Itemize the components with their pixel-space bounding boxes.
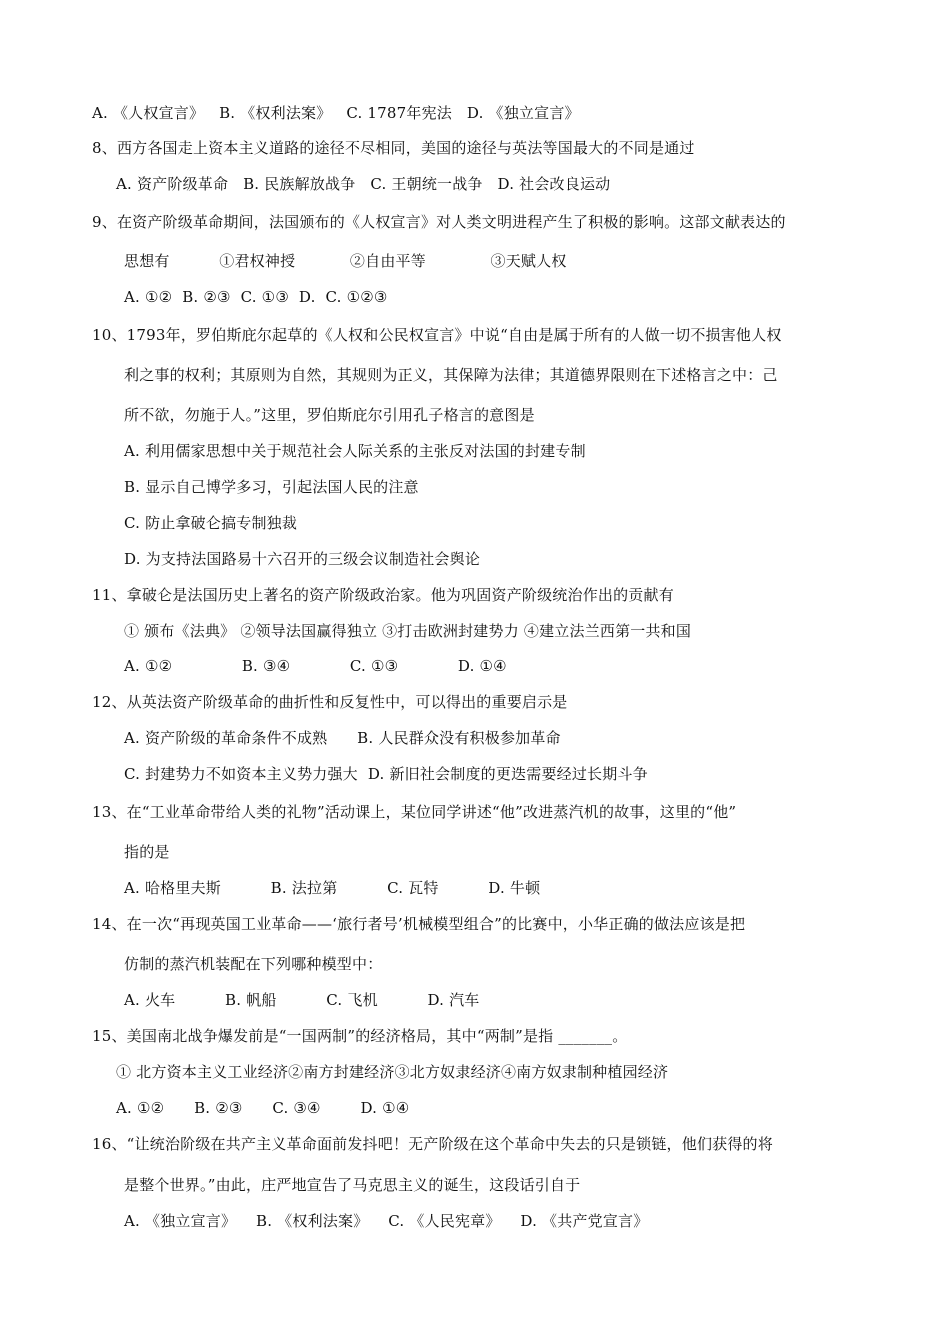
q14-options: A. 火车 B. 帆船 C. 飞机 D. 汽车 [124,991,480,1009]
q9-items: 思想有 ①君权神授 ②自由平等 ③天赋人权 [124,252,567,270]
q13-options: A. 哈格里夫斯 B. 法拉第 C. 瓦特 D. 牛顿 [124,879,541,897]
q14-stem-line2: 仿制的蒸汽机装配在下列哪种模型中： [124,955,383,973]
q10-option-d: D. 为支持法国路易十六召开的三级会议制造社会舆论 [124,550,481,568]
q16-options: A. 《独立宣言》 B. 《权利法案》 C. 《人民宪章》 D. 《共产党宣言》 [124,1212,649,1230]
q13-stem-line2: 指的是 [124,843,170,861]
q10-stem-line1: 10、1793年，罗伯斯庇尔起草的《人权和公民权宣言》中说“自由是属于所有的人做一切不损害他人权 [92,326,782,344]
q11-options: A. ①② B. ③④ C. ①③ D. ①④ [124,657,507,675]
q16-stem-line1: 16、“让统治阶级在共产主义革命面前发抖吧！无产阶级在这个革命中失去的只是锁链，他们获得的将 [92,1135,773,1153]
q10-stem-line2: 利之事的权利；其原则为自然，其规则为正义，其保障为法律；其道德界限则在下述格言之中：己 [124,366,778,384]
q15-stem: 15、美国南北战争爆发前是“一国两制”的经济格局，其中“两制”是指 _______。 [92,1027,628,1045]
q10-stem-line3: 所不欲，勿施于人。”这里，罗伯斯庇尔引用孔子格言的意图是 [124,406,535,424]
q14-stem-line1: 14、在一次“再现英国工业革命——‘旅行者号’机械模型组合”的比赛中，小华正确的做法应该是把 [92,915,746,933]
q15-items: ① 北方资本主义工业经济②南方封建经济③北方奴隶经济④南方奴隶制种植园经济 [116,1063,669,1081]
q11-stem: 11、拿破仑是法国历史上著名的资产阶级政治家。他为巩固资产阶级统治作出的贡献有 [92,586,674,604]
q12-options-ab: A. 资产阶级的革命条件不成熟 B. 人民群众没有积极参加革命 [124,729,561,747]
q7-options: A. 《人权宣言》 B. 《权利法案》 C. 1787年宪法 D. 《独立宣言》 [92,104,580,122]
q8-options: A. 资产阶级革命 B. 民族解放战争 C. 王朝统一战争 D. 社会改良运动 [116,175,611,193]
q9-stem: 9、在资产阶级革命期间，法国颁布的《人权宣言》对人类文明进程产生了积极的影响。这部文献表达的 [92,213,786,231]
q11-items: ① 颁布《法典》 ②领导法国赢得独立 ③打击欧洲封建势力 ④建立法兰西第一共和国 [124,622,692,640]
q10-option-c: C. 防止拿破仑搞专制独裁 [124,514,298,532]
q12-stem: 12、从英法资产阶级革命的曲折性和反复性中，可以得出的重要启示是 [92,693,568,711]
q10-option-a: A. 利用儒家思想中关于规范社会人际关系的主张反对法国的封建专制 [124,442,586,460]
q10-option-b: B. 显示自己博学多习，引起法国人民的注意 [124,478,419,496]
q13-stem-line1: 13、在“工业革命带给人类的礼物”活动课上，某位同学讲述“他”改进蒸汽机的故事，这里的“他” [92,803,737,821]
q8-stem: 8、西方各国走上资本主义道路的途径不尽相同，美国的途径与英法等国最大的不同是通过 [92,139,695,157]
q16-stem-line2: 是整个世界。”由此，庄严地宣告了马克思主义的诞生，这段话引自于 [124,1176,581,1194]
q12-options-cd: C. 封建势力不如资本主义势力强大 D. 新旧社会制度的更迭需要经过长期斗争 [124,765,648,783]
q9-options: A. ①② B. ②③ C. ①③ D. C. ①②③ [124,288,388,306]
q15-options: A. ①② B. ②③ C. ③④ D. ①④ [116,1099,410,1117]
